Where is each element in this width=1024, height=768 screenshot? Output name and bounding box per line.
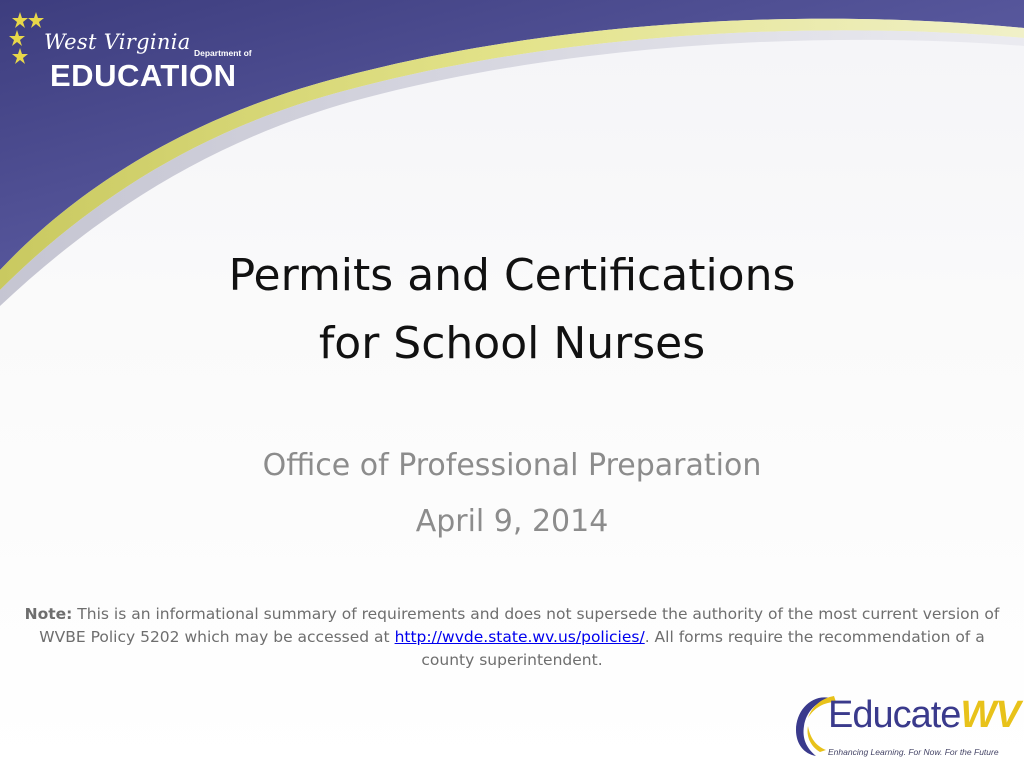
- note-label: Note:: [24, 605, 73, 623]
- subtitle-office: Office of Professional Preparation: [262, 448, 762, 483]
- note-text-before: This is an informational summary of requirements and does not supersede the authority of the most current version of WVBE Policy 5202 which may be accessed at: [39, 605, 1000, 646]
- educatewv-logo: [790, 692, 1020, 762]
- wv-word: WV: [960, 694, 1020, 736]
- slide-subtitle: [100, 438, 924, 550]
- logo-dept-text: Department of: [194, 48, 252, 58]
- title-line-1: Permits and Certifications: [228, 250, 796, 301]
- logo-script-text: West Virginia: [44, 30, 191, 54]
- stars-icon: [8, 10, 48, 70]
- wvde-logo: [8, 10, 252, 93]
- slide-title: [100, 242, 924, 378]
- educatewv-wordmark: [828, 696, 1020, 734]
- note-text-after: . All forms require the recommendation of a county superintendent.: [421, 628, 985, 669]
- educatewv-tagline: Enhancing Learning. For Now. For the Future: [828, 747, 999, 757]
- policies-link[interactable]: http://wvde.state.wv.us/policies/: [394, 628, 645, 646]
- logo-education-text: EDUCATION: [50, 58, 237, 93]
- disclaimer-note: [12, 603, 1012, 672]
- educate-word: Educate: [828, 694, 961, 736]
- title-line-2: for School Nurses: [318, 318, 706, 369]
- subtitle-date: April 9, 2014: [415, 504, 609, 539]
